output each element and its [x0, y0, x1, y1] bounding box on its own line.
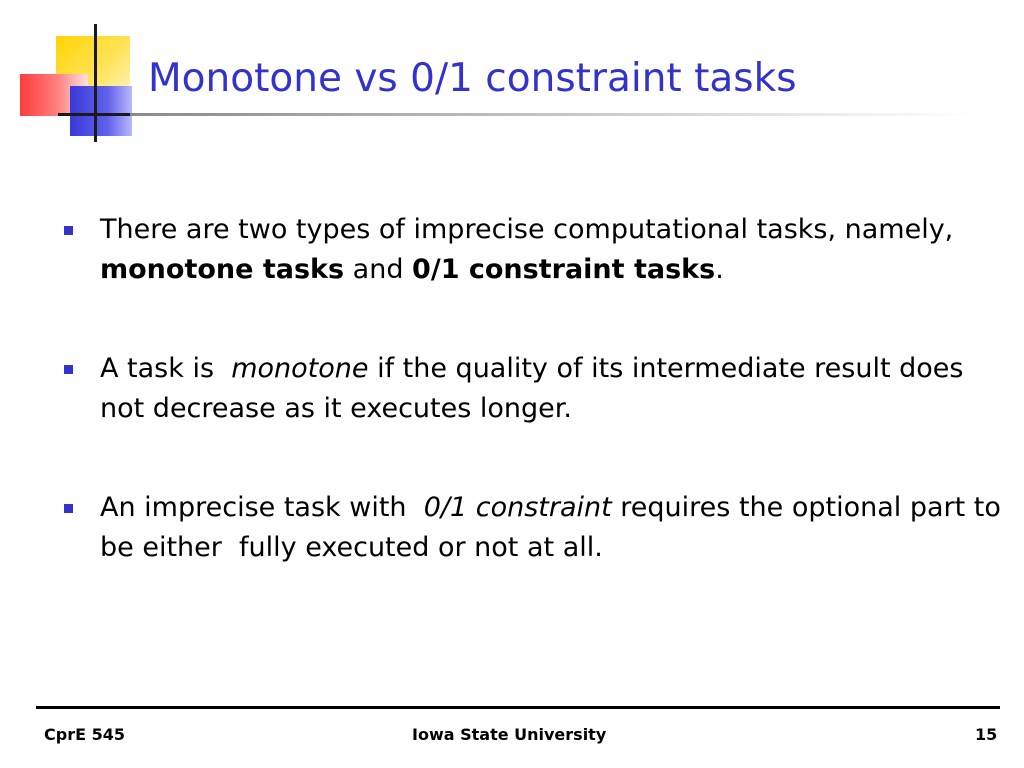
bullet-text-run: requires the optional part to be either fully executed or not at all.	[100, 492, 1010, 563]
square-bullet-icon	[64, 504, 73, 513]
bullet-text-run: .	[715, 254, 724, 285]
bullet-list	[62, 210, 1010, 627]
bullet-item	[62, 349, 1002, 429]
slide-title: Monotone vs 0/1 constraint tasks	[148, 56, 797, 101]
bullet-text-run: There are two types of imprecise computational tasks, namely,	[100, 214, 962, 245]
bullet-text-run: An imprecise task with	[100, 492, 424, 523]
slide-logo-squares	[0, 0, 160, 150]
bullet-text-run: 0/1 constraint	[423, 492, 612, 523]
bullet-item	[62, 210, 1002, 290]
logo-horizontal-line	[58, 113, 138, 116]
bullet-text-run: monotone tasks	[100, 254, 345, 285]
bullet-text-run: and	[344, 254, 413, 285]
bullet-item	[62, 488, 1010, 568]
logo-blue-square	[70, 86, 132, 136]
logo-vertical-line	[94, 24, 97, 142]
footer-page-number: 15	[975, 725, 998, 744]
bullet-text-run: 0/1 constraint tasks	[412, 254, 716, 285]
bullet-text	[100, 353, 972, 424]
title-underline	[130, 113, 970, 116]
bullet-text-run: monotone	[231, 353, 369, 384]
square-bullet-icon	[64, 226, 73, 235]
bullet-text-run: if the quality of its intermediate result does not decrease as it executes longer.	[100, 353, 973, 424]
square-bullet-icon	[64, 365, 73, 374]
bullet-text	[100, 492, 1010, 563]
footer-course: CprE 545	[44, 725, 125, 744]
footer-university: Iowa State University	[412, 725, 607, 744]
footer-divider	[36, 706, 1000, 709]
bullet-text	[100, 214, 962, 285]
bullet-text-run: A task is	[100, 353, 232, 384]
